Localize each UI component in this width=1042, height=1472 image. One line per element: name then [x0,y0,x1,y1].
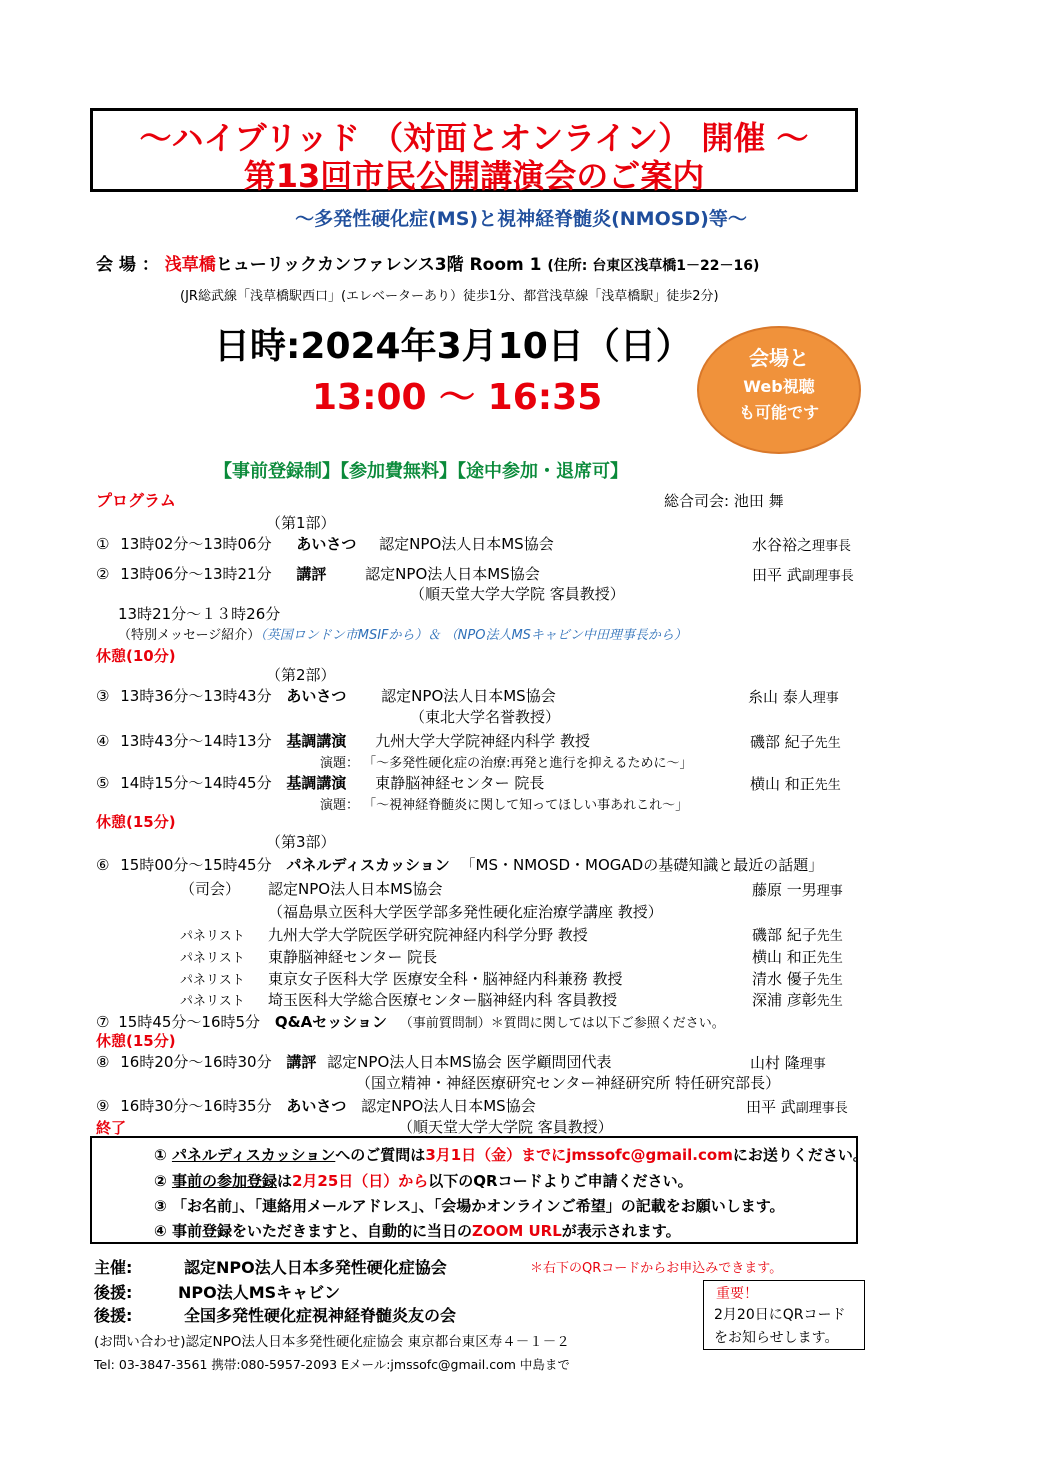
person-role: 先生 [814,778,841,793]
program-item-3 [96,685,556,706]
item-org: 認定NPO法人日本MS協会 [365,565,540,583]
person-role: 理事 [816,884,843,899]
registration-info: 【事前登録制】【参加費無料】【途中参加・退席可】 [214,461,628,482]
person-role: 理事長 [812,539,852,554]
part2-heading: （第2部） [266,666,336,684]
item-5-theme: 演題： 「～視神経脊髄炎に関して知ってほしい事あれこれ～」 [320,798,689,813]
person-name: 田平 武 [746,1098,796,1116]
notice-email: jmssofc@gmail.com [566,1146,733,1164]
item-time: 13時02分～13時06分 [120,535,272,553]
event-time: 13:00 ～ 16:35 [312,377,603,418]
item-time: 14時15分～14時45分 [120,774,272,792]
event-date: 日時:2024年3月10日（日） [214,326,692,367]
item-time: 15時00分～15時45分 [120,856,272,874]
host-label: 主催: [94,1258,133,1277]
person-role: 先生 [816,973,843,988]
person-name: 横山 和正 [750,775,815,793]
moderator-person [752,879,843,900]
item-title: 講評 [296,565,327,583]
part3-heading: （第3部） [266,833,336,851]
notice-highlight: ZOOM URL [471,1222,562,1240]
program-item-4 [96,730,590,751]
item-title: 基調講演 [286,732,347,750]
person-name: 磯部 紀子 [750,733,815,751]
item-number: ⑨ [96,1097,110,1115]
host-note: ＊右下のQRコードからお申込みできます。 [530,1261,783,1276]
notice-highlight: 2月25日（日）から [291,1172,429,1190]
item-title: Q&Aセッション [274,1013,387,1031]
program-item-5 [96,772,544,793]
notice-text: は [276,1172,292,1190]
notice-line-2 [154,1170,693,1191]
panelist-org: 東京女子医科大学 医療安全科・脳神経内科兼務 教授 [268,970,623,988]
item-title: あいさつ [286,687,347,705]
notice-number: ③ [154,1197,167,1215]
person-role: 先生 [814,736,841,751]
person-role: 先生 [816,929,843,944]
notice-line-4 [154,1220,681,1241]
break-3: 休憩(15分) [96,1032,176,1050]
badge-line-2: Web視聴 [743,377,815,396]
venue-place: ヒューリックカンファレンス3階 Room 1 [215,255,542,275]
item-title: あいさつ [286,1097,347,1115]
item-9-org2: （順天堂大学大学院 客員教授） [398,1118,613,1136]
venue-access: (JR総武線「浅草橋駅西口」(エレベーターあり）徒歩1分、都営浅草線「浅草橋駅」徒歩2分) [180,289,719,304]
panelist-label: パネリスト [180,994,245,1009]
message-detail: （英国ロンドン市MSIFから）＆ （NPO法人MSキャビン中田理事長から） [260,628,687,643]
title-box [90,108,858,195]
item-org: 認定NPO法人日本MS協会 [379,535,554,553]
item-3-org2: （東北大学名誉教授） [410,708,561,726]
item-5-person [750,773,841,794]
item-number: ⑧ [96,1053,110,1071]
support2-label: 後援: [94,1306,133,1325]
title-line-2: 第13回市民公開講演会のご案内 [243,157,705,195]
title-line-1: ～ハイブリッド （対面とオンライン） 開催 ～ [139,119,809,157]
important-box [703,1280,865,1350]
notice-text: 事前の参加登録 [171,1172,277,1190]
notice-text: 以下のQRコードよりご申請ください。 [428,1172,693,1190]
item-number: ③ [96,687,110,705]
panelist-org: 東静脳神経センター 院長 [268,948,438,966]
notice-text: パネルディスカッション [171,1146,336,1164]
person-name: 深浦 彦彰 [752,991,817,1009]
person-name: 山村 隆 [750,1054,800,1072]
notice-text: が表示されます。 [561,1222,681,1240]
phone-info: Tel: 03-3847-3561 携帯:080-5957-2093 Eメール:jmssofc@gmail.com 中島まで [94,1357,570,1372]
person-role: 副理事長 [801,569,854,584]
notice-text: 事前登録をいただきますと、自動的に当日の [171,1222,472,1240]
item-time: 16時20分～16時30分 [120,1053,272,1071]
program-item-2 [96,563,540,584]
notice-highlight: 3月1日（金）までに [425,1146,567,1164]
item-number: ④ [96,732,110,750]
item-9-person [746,1096,848,1117]
notice-line-3 [154,1195,785,1216]
program-item-1 [96,533,554,554]
item-4-person [750,731,841,752]
notice-text: へのご質問は [335,1146,426,1164]
web-viewing-badge [697,326,861,454]
break-2: 休憩(15分) [96,813,176,831]
venue-address: (住所: 台東区浅草橋1－22－16) [547,258,760,274]
item-org: 認定NPO法人日本MS協会 [381,687,556,705]
item-title: 基調講演 [286,774,347,792]
item-8-person [750,1052,826,1073]
notice-box [90,1136,868,1244]
program-item-7 [96,1011,725,1032]
program-item-9 [96,1095,536,1116]
message-label: （特別メッセージ紹介） [118,628,261,643]
item-number: ⑥ [96,856,110,874]
panelist-label: パネリスト [180,951,245,966]
program-item-6 [96,854,823,875]
important-line-1: 2月20日にQRコード [714,1307,846,1323]
notice-number: ② [154,1172,167,1190]
item-time: 16時30分～16時35分 [120,1097,272,1115]
program-item-8 [96,1051,611,1072]
panelist-label: パネリスト [180,973,245,988]
item-time: 13時06分～13時21分 [120,565,272,583]
item-org: 認定NPO法人日本MS協会 [361,1097,536,1115]
support1-label: 後援: [94,1283,133,1302]
item-2-org2: （順天堂大学大学院 客員教授） [410,585,625,603]
part1-heading: （第1部） [266,514,336,532]
panelist-person [752,968,843,989]
panelist-person [752,924,843,945]
item-3-person [748,686,839,707]
venue-line [96,250,759,275]
venue-label: 会 場 ： [96,255,159,275]
program-end: 終了 [96,1119,127,1137]
item-title: あいさつ [296,535,357,553]
panelist-person [752,989,843,1010]
item-number: ① [96,535,110,553]
notice-number: ④ [154,1222,167,1240]
item-time: 13時36分～13時43分 [120,687,272,705]
person-role: 理事 [799,1057,826,1072]
break-1: 休憩(10分) [96,647,176,665]
person-name: 糸山 泰人 [748,688,813,706]
item-4-theme: 演題： 「～多発性硬化症の治療:再発と進行を抑えるために～」 [320,756,693,771]
host-name: 認定NPO法人日本多発性硬化症協会 [184,1258,447,1277]
person-role: 副理事長 [795,1101,848,1116]
person-name: 清水 優子 [752,970,817,988]
person-name: 横山 和正 [752,948,817,966]
item-org: 九州大学大学院神経内科学 教授 [375,732,590,750]
panelist-org: 九州大学大学院医学研究院神経内科学分野 教授 [268,926,588,944]
notice-text: 「お名前」、「連絡用メールアドレス」、「会場かオンラインご希望」の記載をお願いします。 [171,1197,785,1215]
person-role: 先生 [816,951,843,966]
important-title: 重要！ [716,1286,758,1302]
notice-line-1 [154,1144,868,1165]
person-name: 藤原 一男 [752,881,817,899]
message-time: 13時21分～１３時26分 [118,605,281,623]
item-note: （事前質問制）＊質問に関しては以下ご参照ください。 [399,1016,725,1031]
person-name: 磯部 紀子 [752,926,817,944]
subtitle: ～多発性硬化症(MS)と視神経脊髄炎(NMOSD)等～ [295,208,747,230]
item-title: 講評 [286,1053,317,1071]
important-line-2: をお知らせします。 [714,1330,839,1346]
support1-name: NPO法人MSキャビン [178,1283,341,1302]
item-2-person [752,564,854,585]
moderator-label: （司会） [180,880,241,898]
notice-number: ① [154,1146,167,1164]
badge-line-3: も可能です [738,403,819,422]
panelist-org: 埼玉医科大学総合医療センター脳神経内科 客員教授 [268,991,618,1009]
item-number: ② [96,565,110,583]
notice-text: にお送りください。 [732,1146,868,1164]
item-number: ⑦ [96,1013,110,1031]
item-theme: 「MS・NMOSD・MOGADの基礎知識と最近の話題」 [460,856,824,874]
item-org: 東静脳神経センター 院長 [375,774,545,792]
item-time: 15時45分～16時5分 [118,1013,261,1031]
venue-name: 浅草橋 [164,255,216,275]
program-heading: プログラム [96,491,176,510]
item-time: 13時43分～14時13分 [120,732,272,750]
person-name: 水谷裕之 [752,536,813,554]
person-name: 田平 武 [752,566,802,584]
contact-info: (お問い合わせ)認定NPO法人日本多発性硬化症協会 東京都台東区寿４－１－２ [94,1334,570,1350]
badge-line-1: 会場と [749,346,809,370]
panelist-person [752,946,843,967]
person-role: 理事 [812,691,839,706]
panelist-label: パネリスト [180,929,245,944]
moderator-org: 認定NPO法人日本MS協会 [268,880,443,898]
moderator-org2: （福島県立医科大学医学部多発性硬化症治療学講座 教授） [268,903,663,921]
item-8-org2: （国立精神・神経医療研究センター神経研究所 特任研究部長） [356,1074,781,1092]
program-mc: 総合司会: 池田 舞 [664,492,784,510]
item-number: ⑤ [96,774,110,792]
item-1-person [752,534,851,555]
message-line [118,624,687,643]
item-title: パネルディスカッション [286,856,450,874]
person-role: 先生 [816,994,843,1009]
item-org: 認定NPO法人日本MS協会 医学顧問団代表 [327,1053,612,1071]
support2-name: 全国多発性硬化症視神経脊髄炎友の会 [184,1306,457,1325]
